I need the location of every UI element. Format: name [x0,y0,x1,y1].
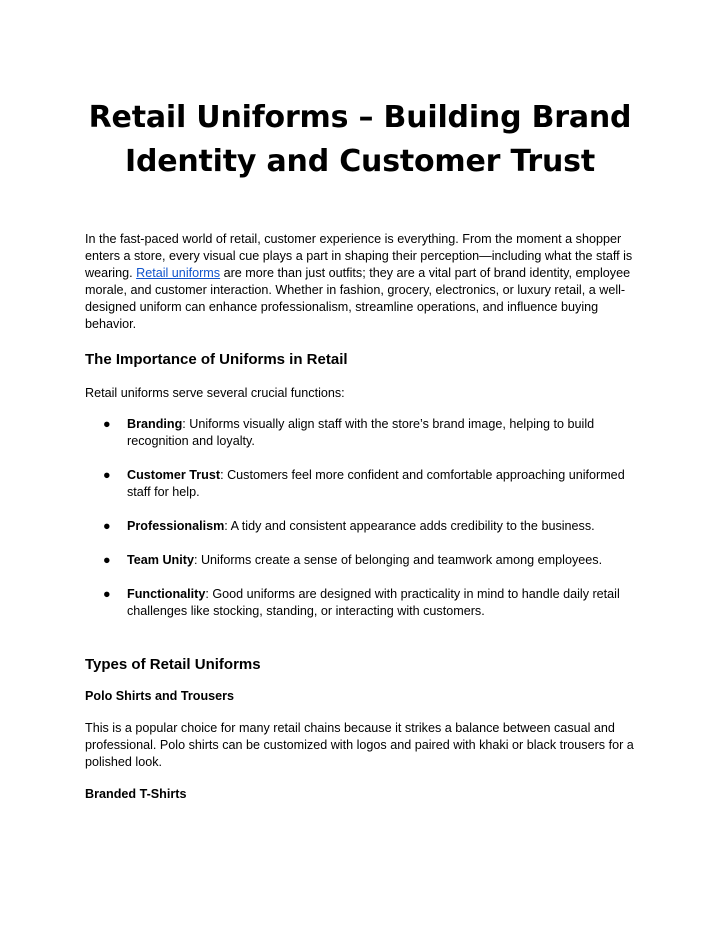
section-heading-types: Types of Retail Uniforms [85,656,261,673]
bullet-term: Functionality [127,587,206,601]
bullet-text: : Uniforms create a sense of belonging and teamwork among employees. [193,553,603,567]
subheading-polo-shirts: Polo Shirts and Trousers [85,689,235,703]
bullet-icon: ● [103,417,111,431]
intro-text-start: In the fast-paced world of retail, customer experience is everything. From the moment a shopper enters a store, every visual cue plays a part in shaping their perception—including what the staff is wearing. [85,232,633,280]
bullet-icon: ● [103,553,111,567]
section-lead: Retail uniforms serve several crucial functions: [85,386,345,400]
bullet-text: : Customers feel more confident and comfortable approaching uniformed staff for help. [127,468,625,499]
subheading-branded-tshirts: Branded T-Shirts [85,787,187,801]
bullet-text: : Uniforms visually align staff with the store’s brand image, helping to build recognition and loyalty. [127,417,595,448]
retail-uniforms-link[interactable]: Retail uniforms [136,266,221,280]
section-heading-importance: The Importance of Uniforms in Retail [85,351,348,368]
bullet-term: Professionalism [127,519,225,533]
bullet-term: Team Unity [127,553,194,567]
bullet-text: : Good uniforms are designed with practicality in mind to handle daily retail challenges like stocking, standing, or interacting with customers. [127,587,620,618]
bullet-icon: ● [103,468,111,482]
bullet-text: : A tidy and consistent appearance adds credibility to the business. [224,519,595,533]
bullet-icon: ● [103,519,111,533]
bullet-icon: ● [103,587,111,601]
intro-text-end: are more than just outfits; they are a vital part of brand identity, employee morale, and customer interaction. Whether in fashion, grocery, electronics, or luxury retail, a well-designed uniform can enhance professionalism, streamline operations, and influence buying behavior. [85,266,631,331]
bullet-term: Branding [127,417,183,431]
page-title: Retail Uniforms – Building Brand Identity and Customer Trust [88,100,632,179]
polo-paragraph: This is a popular choice for many retail chains because it strikes a balance between casual and professional. Polo shirts can be customized with logos and paired with khaki or black trousers for a polished look. [85,721,634,769]
intro-paragraph [85,231,645,333]
bullet-term: Customer Trust [127,468,221,482]
